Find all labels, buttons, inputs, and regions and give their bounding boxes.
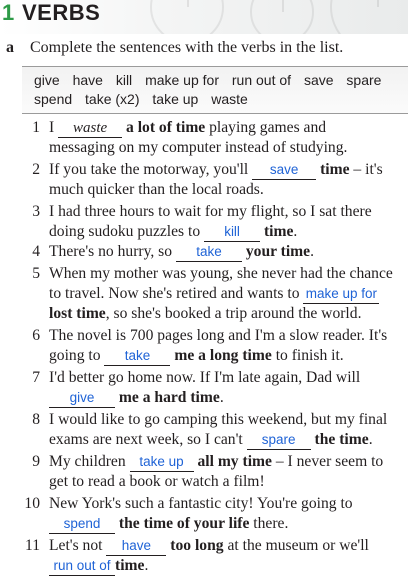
sentence-text: there. <box>249 515 289 532</box>
sentence-number: 11 <box>24 537 40 554</box>
sentence-number: 10 <box>24 495 40 512</box>
answer-blank[interactable] <box>303 286 379 304</box>
sentence-text: exams are next week, so I can't <box>49 431 247 448</box>
word-list-item: give <box>34 72 60 88</box>
sentence-text: to finish it. <box>271 347 344 364</box>
answer-blank[interactable] <box>252 162 316 180</box>
answer-blank[interactable] <box>104 348 170 366</box>
word-list-item: take (x2) <box>85 91 140 107</box>
answer-text: spend <box>63 516 101 531</box>
sentence-number: 5 <box>32 265 40 282</box>
sentence-text: I <box>49 119 59 136</box>
sentence-bold-phrase: lost time <box>49 305 106 322</box>
sentence-text: The novel is 700 pages long and I'm a slow reader. It's <box>49 327 388 344</box>
sentence-text: . <box>310 243 314 260</box>
sentence-text: My children <box>49 453 130 470</box>
clock-background-icon <box>250 0 314 34</box>
sentence-bold-phrase: the time <box>310 431 369 448</box>
sentence-number: 9 <box>32 453 40 470</box>
sentence-bold-phrase: your time <box>241 243 311 260</box>
answer-text: have <box>121 538 152 553</box>
answer-text: spare <box>261 432 296 447</box>
answer-blank[interactable] <box>204 224 260 242</box>
sentence-text: . <box>144 557 149 574</box>
word-list-item: waste <box>211 91 248 107</box>
sentence-text: I had three hours to wait for my flight, so I sat there <box>49 203 372 220</box>
clock-background-icon <box>330 0 408 34</box>
word-list-item: kill <box>115 72 133 88</box>
answer-text: save <box>269 162 299 177</box>
answer-text: take <box>124 348 151 363</box>
word-list-box <box>22 66 408 114</box>
sentence-bold-phrase: time <box>260 223 294 240</box>
sentence-text: . <box>219 389 224 406</box>
sentence-text: much quicker than the local roads. <box>49 181 264 198</box>
answer-text: waste <box>73 120 108 136</box>
word-list-item: spend <box>34 91 73 107</box>
answer-text: take up <box>139 454 184 469</box>
word-list <box>34 71 406 109</box>
sentence-bold-phrase: time <box>316 161 350 178</box>
answer-blank[interactable] <box>58 120 122 138</box>
answer-blank[interactable] <box>49 558 115 576</box>
sentence-text: . <box>293 223 298 240</box>
word-list-item: spare <box>346 72 382 88</box>
answer-text: take <box>196 244 222 259</box>
answer-blank[interactable] <box>130 454 194 472</box>
section-title: VERBS <box>22 0 101 25</box>
sentence-text: get to read a book or watch a film! <box>49 473 265 490</box>
answer-blank[interactable] <box>49 390 115 408</box>
sentence-text: doing sudoku puzzles to <box>49 223 205 240</box>
sentence-text: – it's <box>349 161 383 178</box>
sentence-text: , so she's booked a trip around the world. <box>105 305 362 322</box>
sentence-text: I would like to go camping this weekend, but my final <box>49 411 388 428</box>
answer-text: kill <box>224 224 240 239</box>
word-list-item: make up for <box>145 72 219 88</box>
sentence-number: 2 <box>32 161 40 178</box>
sentence-bold-phrase: the time of your life <box>115 515 250 532</box>
word-list-item: save <box>303 72 334 88</box>
sentence-text: . <box>368 431 373 448</box>
sentence-text: to travel. Now she's retired and wants to <box>49 285 304 302</box>
sentence-text: – I never seem to <box>271 453 384 470</box>
sentence-bold-phrase: me a hard time <box>115 389 220 406</box>
sentence-text: messaging on my computer instead of studying. <box>49 139 348 156</box>
sentence-text: I'd better go home now. If I'm late again, Dad will <box>49 369 361 386</box>
sentence-text: playing games and <box>205 119 327 136</box>
sentence-text: There's no hurry, so <box>49 243 176 260</box>
sentence-text: going to <box>49 347 105 364</box>
sentence-bold-phrase: me a long time <box>170 347 272 364</box>
sentence-text: If you take the motorway, you'll <box>49 161 253 178</box>
sentence-bold-phrase: too long <box>166 537 224 554</box>
sentence-text: When my mother was young, she never had the chance <box>49 265 393 282</box>
sentence-text: at the museum or we'll <box>223 537 369 554</box>
sentence-text: Let's not <box>49 537 107 554</box>
answer-text: give <box>69 390 95 405</box>
sentence-bold-phrase: all my time <box>193 453 272 470</box>
sentence-number: 6 <box>32 327 40 344</box>
sentence-bold-phrase: a lot of time <box>122 119 206 136</box>
clock-background-icon <box>150 0 224 34</box>
exercise-instruction: Complete the sentences with the verbs in the list. <box>30 39 344 56</box>
answer-text: run out of <box>53 558 111 573</box>
answer-blank[interactable] <box>176 244 242 262</box>
sentence-number: 1 <box>32 119 40 136</box>
word-list-item: run out of <box>231 72 292 88</box>
answer-blank[interactable] <box>106 538 166 556</box>
word-list-item: take up <box>152 91 199 107</box>
sentence-number: 4 <box>32 243 40 260</box>
sentence-bold-phrase: time <box>115 557 145 574</box>
sentence-number: 3 <box>32 203 40 220</box>
answer-blank[interactable] <box>247 432 311 450</box>
answer-blank[interactable] <box>49 516 115 534</box>
sentence-text: New York's such a fantastic city! You're going to <box>49 495 353 512</box>
sentence-number: 7 <box>32 369 40 386</box>
answer-text: make up for <box>305 286 378 301</box>
section-number: 1 <box>2 0 15 25</box>
word-list-item: have <box>72 72 103 88</box>
exercise-letter: a <box>6 39 14 56</box>
section-header <box>0 0 408 34</box>
sentence-number: 8 <box>32 411 40 428</box>
